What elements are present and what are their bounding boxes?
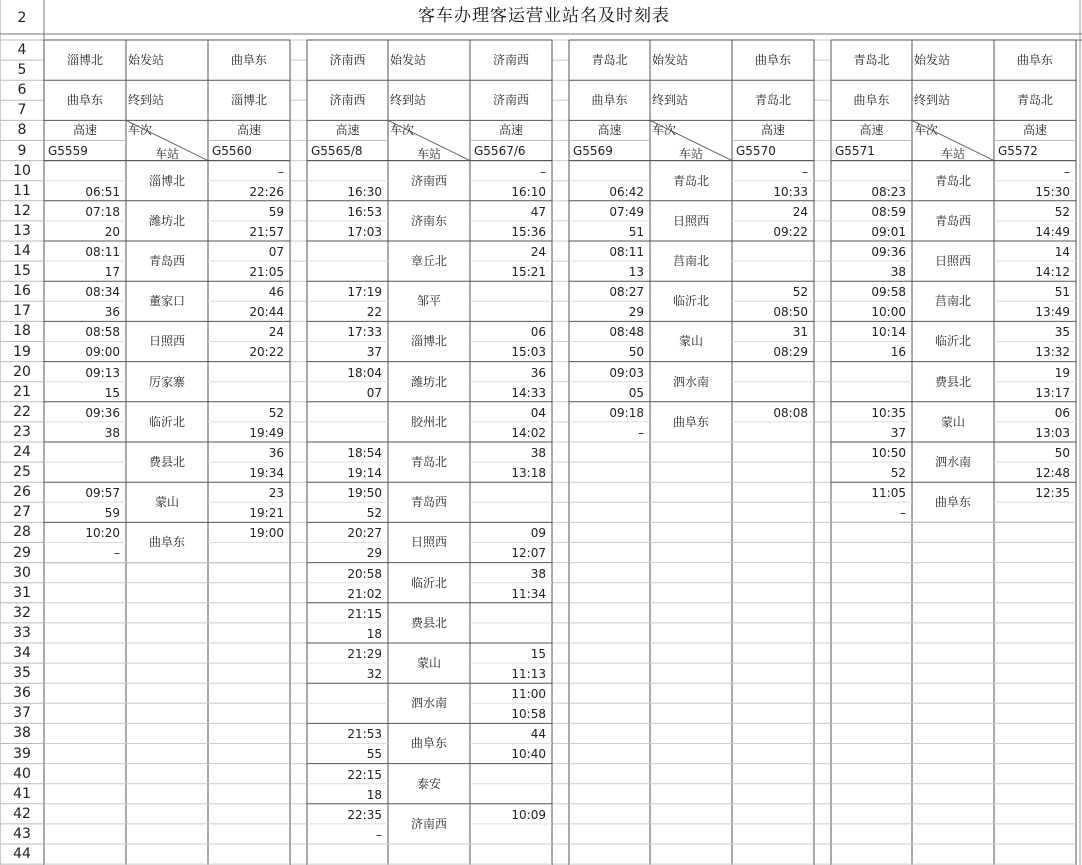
left-time-bottom: 16 (890, 345, 906, 360)
left-origin-station: 青岛北 (853, 53, 890, 67)
right-time-bottom: 10:40 (511, 747, 546, 762)
row-number: 42 (13, 805, 31, 822)
right-time-top: – (802, 164, 808, 179)
train-number-label: 车次 (390, 123, 415, 138)
station-name: 泗水南 (672, 374, 709, 389)
right-time-top: 24 (268, 325, 284, 340)
right-time-top: 14 (1054, 245, 1070, 259)
station-name: 潍坊北 (148, 213, 185, 228)
station-name: 济南西 (410, 173, 447, 188)
row-number: 5 (17, 62, 27, 79)
left-time-bottom: 51 (628, 224, 644, 239)
row-number: 40 (13, 765, 31, 782)
row-number: 11 (13, 182, 31, 199)
left-time-top: 21:15 (347, 606, 382, 621)
right-train-type: 高速 (760, 123, 785, 138)
row-number: 43 (13, 825, 31, 842)
right-time-top: 52 (792, 285, 808, 300)
right-time-top: – (1064, 164, 1070, 179)
terminal-label: 终到站 (914, 93, 951, 108)
left-time-bottom: 19:14 (347, 466, 382, 480)
station-name: 济南东 (410, 213, 447, 228)
row-number: 8 (17, 122, 27, 139)
right-time-bottom: 08:50 (773, 305, 808, 320)
station-name: 曲阜东 (672, 414, 709, 429)
left-time-top: 09:13 (85, 365, 120, 380)
right-time-top: – (278, 164, 284, 179)
left-time-top: 09:18 (609, 405, 644, 420)
row-number: 22 (13, 403, 31, 420)
right-time-bottom: 16:10 (511, 184, 546, 199)
left-time-top: 08:48 (609, 325, 644, 340)
row-number: 35 (13, 665, 31, 682)
left-time-top: 10:20 (85, 526, 120, 541)
right-terminal-station: 青岛北 (1016, 93, 1053, 108)
train-number-label: 车次 (128, 123, 153, 138)
left-terminal-station: 曲阜东 (66, 93, 103, 108)
right-time-bottom: 10:58 (511, 707, 546, 722)
right-time-top: 15 (530, 647, 546, 661)
right-time-top: 19:00 (249, 526, 284, 541)
right-time-top: 04 (530, 405, 546, 420)
origin-label: 始发站 (128, 53, 165, 67)
right-time-top: – (540, 164, 546, 179)
left-train-number: G5569 (573, 143, 613, 158)
left-time-top: 11:05 (871, 486, 906, 501)
row-number: 26 (13, 484, 31, 501)
right-time-bottom: 13:49 (1035, 305, 1070, 320)
right-time-bottom: 14:12 (1035, 265, 1070, 279)
row-number: 20 (13, 363, 31, 380)
station-name: 淄博北 (410, 334, 447, 349)
row-number: 10 (13, 162, 31, 179)
right-time-bottom: 08:29 (773, 345, 808, 360)
row-number: 9 (17, 142, 27, 159)
right-time-top: 44 (530, 727, 546, 742)
row-number: 7 (17, 102, 27, 119)
right-time-top: 38 (530, 446, 546, 460)
left-time-top: 08:34 (85, 285, 120, 300)
station-name: 邹平 (416, 294, 441, 309)
right-time-bottom: 21:05 (249, 265, 284, 279)
right-time-bottom: 19:21 (249, 506, 284, 521)
left-time-bottom: 50 (628, 345, 644, 360)
left-origin-station: 淄博北 (66, 53, 103, 67)
left-train-number: G5571 (835, 143, 875, 158)
row-number: 16 (13, 283, 31, 300)
left-time-bottom: 13 (628, 265, 644, 279)
row-number: 17 (13, 303, 31, 320)
terminal-label: 终到站 (128, 93, 165, 108)
right-origin-station: 济南西 (492, 53, 529, 67)
row-number: 4 (17, 42, 27, 59)
station-name: 莒南北 (672, 254, 709, 268)
right-time-top: 31 (792, 325, 808, 340)
left-time-bottom: 09:01 (871, 224, 906, 239)
station-name: 厉家寨 (148, 374, 185, 389)
right-time-top: 11:00 (511, 687, 546, 702)
origin-label: 始发站 (914, 53, 951, 67)
row-number: 32 (13, 604, 31, 621)
right-time-top: 19 (1054, 365, 1070, 380)
right-time-bottom: 19:34 (249, 466, 284, 480)
station-name: 章丘北 (410, 254, 447, 268)
terminal-label: 终到站 (652, 93, 689, 108)
left-time-top: 07:49 (609, 204, 644, 219)
right-time-bottom: 15:21 (511, 265, 546, 279)
left-time-bottom: 52 (366, 506, 382, 521)
left-train-type: 高速 (72, 123, 97, 138)
row-number: 28 (13, 524, 31, 541)
left-time-bottom: 07 (366, 385, 382, 400)
row-number: 25 (13, 464, 31, 481)
station-name: 日照西 (410, 535, 447, 550)
right-time-bottom: 20:22 (249, 345, 284, 360)
left-time-top: 09:58 (871, 285, 906, 300)
left-time-top: 08:11 (85, 245, 120, 259)
right-time-bottom: 20:44 (249, 305, 284, 320)
station-name: 泗水南 (410, 696, 447, 711)
left-time-bottom: 20 (104, 224, 120, 239)
station-name: 临沂北 (148, 414, 185, 429)
right-time-bottom: 11:13 (511, 667, 546, 681)
row-number: 23 (13, 423, 31, 440)
right-time-bottom: 15:03 (511, 345, 546, 360)
left-time-bottom: 52 (890, 466, 906, 480)
right-time-top: 24 (792, 204, 808, 219)
left-time-top: 08:11 (609, 245, 644, 259)
right-time-top: 07 (268, 245, 284, 259)
right-time-bottom: 22:26 (249, 184, 284, 199)
left-train-number: G5559 (48, 143, 88, 158)
station-name: 日照西 (934, 254, 971, 268)
right-time-bottom: 15:30 (1035, 184, 1070, 199)
station-name: 青岛北 (672, 173, 709, 188)
station-name: 临沂北 (934, 334, 971, 349)
row-number: 21 (13, 383, 31, 400)
train-number-label: 车次 (914, 123, 939, 138)
station-name: 泗水南 (934, 455, 971, 469)
left-time-top: 22:35 (347, 807, 382, 822)
station-name: 曲阜东 (410, 736, 447, 751)
station-name: 青岛西 (148, 254, 185, 268)
left-terminal-station: 曲阜东 (853, 93, 890, 108)
station-name: 蒙山 (154, 495, 179, 510)
left-time-top: 07:18 (85, 204, 120, 219)
row-number: 13 (13, 222, 31, 239)
station-name: 蒙山 (678, 334, 703, 349)
right-time-top: 47 (530, 204, 546, 219)
right-time-top: 06 (530, 325, 546, 340)
right-time-bottom: 13:18 (511, 466, 546, 480)
left-time-top: 10:50 (871, 446, 906, 460)
row-number: 36 (13, 685, 31, 702)
left-time-bottom: 29 (366, 546, 382, 561)
terminal-label: 终到站 (390, 93, 427, 108)
row-number: 38 (13, 725, 31, 742)
left-time-bottom: 55 (366, 747, 382, 762)
origin-label: 始发站 (390, 53, 427, 67)
left-time-top: 09:57 (85, 486, 120, 501)
left-train-type: 高速 (859, 123, 884, 138)
left-time-bottom: – (638, 425, 644, 440)
row-number: 41 (13, 785, 31, 802)
left-time-top: 20:27 (347, 526, 382, 541)
station-name: 淄博北 (148, 173, 185, 188)
right-terminal-station: 淄博北 (230, 93, 267, 108)
left-time-bottom: 17:03 (347, 224, 382, 239)
left-time-top: 16:53 (347, 204, 382, 219)
right-time-top: 08:08 (773, 405, 808, 420)
right-origin-station: 曲阜东 (230, 53, 267, 67)
right-time-top: 35 (1054, 325, 1070, 340)
left-time-top: 09:36 (85, 405, 120, 420)
station-name: 曲阜东 (148, 535, 185, 550)
left-time-top: 09:36 (871, 245, 906, 259)
right-train-number: G5570 (736, 143, 776, 158)
left-time-bottom: 17 (104, 265, 120, 279)
station-name: 临沂北 (672, 294, 709, 309)
left-origin-station: 青岛北 (591, 53, 628, 67)
left-time-bottom: 16:30 (347, 184, 382, 199)
right-train-number: G5567/6 (474, 143, 526, 158)
left-time-bottom: 59 (104, 506, 120, 521)
left-time-top: 18:04 (347, 365, 382, 380)
station-label: 车站 (154, 146, 179, 161)
station-name: 蒙山 (940, 414, 965, 429)
right-terminal-station: 青岛北 (754, 93, 791, 108)
left-time-top: 21:53 (347, 727, 382, 742)
row-number: 34 (13, 645, 31, 662)
row-number: 15 (13, 263, 31, 280)
station-name: 蒙山 (416, 656, 441, 670)
left-terminal-station: 济南西 (329, 93, 366, 108)
right-train-type: 高速 (498, 123, 523, 138)
row-number: 39 (13, 745, 31, 762)
right-time-bottom: 13:17 (1035, 385, 1070, 400)
left-time-top: 10:14 (871, 325, 906, 340)
left-time-bottom: 06:42 (609, 184, 644, 199)
left-train-type: 高速 (335, 123, 360, 138)
row-number: 12 (13, 202, 31, 219)
left-time-bottom: 10:00 (871, 305, 906, 320)
row-number: 18 (13, 323, 31, 340)
row-number: 24 (13, 444, 31, 461)
left-time-bottom: 05 (628, 385, 644, 400)
row-number: 30 (13, 564, 31, 581)
left-time-bottom: 32 (366, 667, 382, 681)
right-time-bottom: 15:36 (511, 224, 546, 239)
left-time-top: 10:35 (871, 405, 906, 420)
left-time-top: 20:58 (347, 566, 382, 581)
row-number: 44 (13, 846, 31, 863)
left-time-bottom: 38 (890, 265, 906, 279)
sheet-title: 客车办理客运营业站名及时刻表 (418, 6, 670, 26)
left-time-top: 21:29 (347, 647, 382, 661)
row-number: 27 (13, 504, 31, 521)
left-train-number: G5565/8 (311, 143, 363, 158)
station-name: 莒南北 (934, 294, 971, 309)
left-time-bottom: 08:23 (871, 184, 906, 199)
left-time-top: 08:59 (871, 204, 906, 219)
right-time-bottom: 12:48 (1035, 466, 1070, 480)
left-time-bottom: 09:00 (85, 345, 120, 360)
left-time-top: 08:58 (85, 325, 120, 340)
left-time-top: 18:54 (347, 446, 382, 460)
right-origin-station: 曲阜东 (754, 53, 791, 67)
left-time-top: 22:15 (347, 767, 382, 782)
row-number: 31 (13, 584, 31, 601)
origin-label: 始发站 (652, 53, 689, 67)
right-time-top: 59 (268, 204, 284, 219)
left-origin-station: 济南西 (329, 53, 366, 67)
right-time-bottom: 13:03 (1035, 425, 1070, 440)
station-name: 青岛西 (934, 213, 971, 228)
right-train-type: 高速 (236, 123, 261, 138)
station-name: 日照西 (672, 213, 709, 228)
left-time-bottom: 18 (366, 787, 382, 802)
station-name: 曲阜东 (934, 495, 971, 510)
left-train-type: 高速 (597, 123, 622, 138)
left-time-top: 17:33 (347, 325, 382, 340)
left-time-bottom: 29 (628, 305, 644, 320)
row-number: 19 (13, 343, 31, 360)
station-label: 车站 (678, 146, 703, 161)
station-name: 日照西 (148, 334, 185, 349)
right-time-top: 36 (268, 446, 284, 460)
right-time-top: 46 (268, 285, 284, 300)
station-name: 临沂北 (410, 575, 447, 590)
station-name: 费县北 (934, 374, 971, 389)
left-time-bottom: 36 (104, 305, 120, 320)
station-name: 胶州北 (410, 414, 447, 429)
right-time-bottom: 14:49 (1035, 224, 1070, 239)
right-time-bottom: 13:32 (1035, 345, 1070, 360)
right-train-number: G5560 (212, 143, 252, 158)
station-name: 济南西 (410, 816, 447, 831)
right-time-bottom: 10:33 (773, 184, 808, 199)
right-time-bottom: 14:33 (511, 385, 546, 400)
left-time-bottom: 06:51 (85, 184, 120, 199)
right-time-bottom: 09:22 (773, 224, 808, 239)
right-time-top: 12:35 (1035, 486, 1070, 501)
right-time-top: 52 (268, 405, 284, 420)
right-time-top: 24 (530, 245, 546, 259)
left-time-top: 08:27 (609, 285, 644, 300)
right-time-top: 38 (530, 566, 546, 581)
left-time-bottom: 15 (104, 385, 120, 400)
left-time-bottom: 38 (104, 425, 120, 440)
right-time-bottom: 21:57 (249, 224, 284, 239)
station-name: 青岛北 (934, 173, 971, 188)
row-number: 33 (13, 624, 31, 641)
left-time-bottom: 18 (366, 626, 382, 641)
left-time-bottom: – (376, 827, 382, 842)
row-number: 29 (13, 544, 31, 561)
right-time-bottom: 11:34 (511, 586, 546, 601)
left-time-top: 17:19 (347, 285, 382, 300)
station-name: 费县北 (148, 455, 185, 469)
row-number: 6 (17, 82, 27, 99)
left-time-bottom: 37 (366, 345, 382, 360)
left-time-bottom: – (900, 506, 906, 521)
left-terminal-station: 曲阜东 (591, 93, 628, 108)
station-name: 青岛西 (410, 495, 447, 510)
right-time-top: 06 (1054, 405, 1070, 420)
station-name: 泰安 (416, 776, 441, 791)
train-number-label: 车次 (652, 123, 677, 138)
right-time-bottom: 19:49 (249, 425, 284, 440)
station-name: 青岛北 (410, 455, 447, 469)
right-time-top: 09 (530, 526, 546, 541)
station-name: 董家口 (148, 294, 185, 309)
station-label: 车站 (416, 146, 441, 161)
right-time-top: 10:09 (511, 807, 546, 822)
right-time-top: 50 (1054, 446, 1070, 460)
left-time-bottom: 21:02 (347, 586, 382, 601)
right-origin-station: 曲阜东 (1016, 53, 1053, 67)
right-time-bottom: 12:07 (511, 546, 546, 561)
right-time-top: 51 (1054, 285, 1070, 300)
station-name: 费县北 (410, 615, 447, 630)
left-time-bottom: 37 (890, 425, 906, 440)
right-time-top: 36 (530, 365, 546, 380)
row-number: 14 (13, 243, 31, 260)
left-time-top: 19:50 (347, 486, 382, 501)
right-time-top: 23 (268, 486, 284, 501)
left-time-top: 09:03 (609, 365, 644, 380)
row-number: 2 (17, 10, 27, 26)
right-train-number: G5572 (998, 143, 1038, 158)
right-time-top: 52 (1054, 204, 1070, 219)
station-label: 车站 (940, 146, 965, 161)
left-time-bottom: 22 (366, 305, 382, 320)
right-time-bottom: 14:02 (511, 425, 546, 440)
right-terminal-station: 济南西 (492, 93, 529, 108)
right-train-type: 高速 (1022, 123, 1047, 138)
left-time-bottom: – (114, 546, 120, 561)
row-number: 37 (13, 705, 31, 722)
station-name: 潍坊北 (410, 374, 447, 389)
